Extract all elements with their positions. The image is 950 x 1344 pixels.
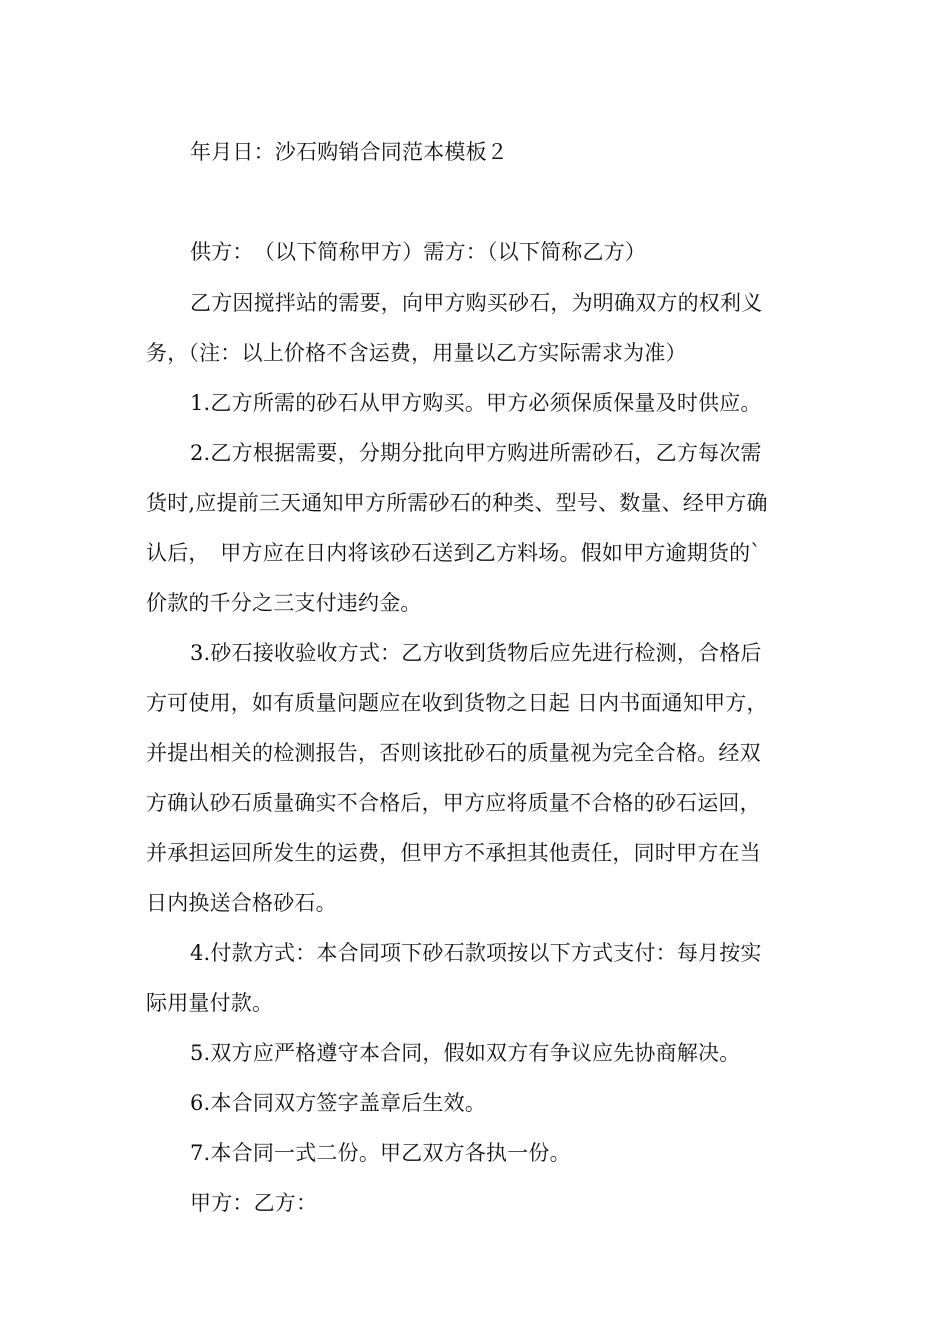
signature-line: 甲方：乙方：	[190, 1191, 318, 1215]
paragraph-line: 务，（注：以上价格不含运费，用量以乙方实际需求为准）	[146, 341, 687, 365]
clause-5-line: 5.双方应严格遵守本合同，假如双方有争议应先协商解决。	[190, 1041, 741, 1065]
clause-3-line: 方可使用，如有质量问题应在收到货物之日起 日内书面通知甲方，	[146, 691, 768, 715]
clause-2-line: 2.乙方根据需要，分期分批向甲方购进所需砂石，乙方每次需	[190, 441, 762, 465]
clause-7-line: 7.本合同一式二份。甲乙双方各执一份。	[190, 1141, 571, 1165]
clause-3-line: 日内换送合格砂石。	[146, 891, 337, 915]
clause-1-line: 1.乙方所需的砂石从甲方购买。甲方必须保质保量及时供应。	[190, 391, 762, 415]
clause-3-line: 方确认砂石质量确实不合格后，甲方应将质量不合格的砂石运回，	[146, 791, 761, 815]
parties-line: 供方： （以下简称甲方）需方：（以下简称乙方）	[190, 240, 647, 264]
clause-3-line: 并承担运回所发生的运费，但甲方不承担其他责任，同时甲方在当	[146, 841, 761, 865]
clause-2-line: 认后， 甲方应在日内将该砂石送到乙方料场。假如甲方逾期货的`	[146, 541, 761, 565]
clause-2-line: 货时,应提前三天通知甲方所需砂石的种类、型号、数量、经甲方确	[146, 491, 768, 515]
clause-3-line: 并提出相关的检测报告，否则该批砂石的质量视为完全合格。经双	[146, 741, 761, 765]
clause-4-line: 际用量付款。	[146, 991, 274, 1015]
clause-3-line: 3.砂石接收验收方式：乙方收到货物后应先进行检测，合格后	[190, 641, 762, 665]
clause-2-line: 价款的千分之三支付违约金。	[146, 591, 422, 615]
clause-4-line: 4.付款方式：本合同项下砂石款项按以下方式支付：每月按实	[190, 941, 762, 965]
clause-6-line: 6.本合同双方签字盖章后生效。	[190, 1091, 487, 1115]
paragraph-line: 乙方因搅拌站的需要，向甲方购买砂石，为明确双方的权利义	[190, 291, 763, 315]
document-heading: 年月日：沙石购销合同范本模板２	[190, 140, 508, 164]
